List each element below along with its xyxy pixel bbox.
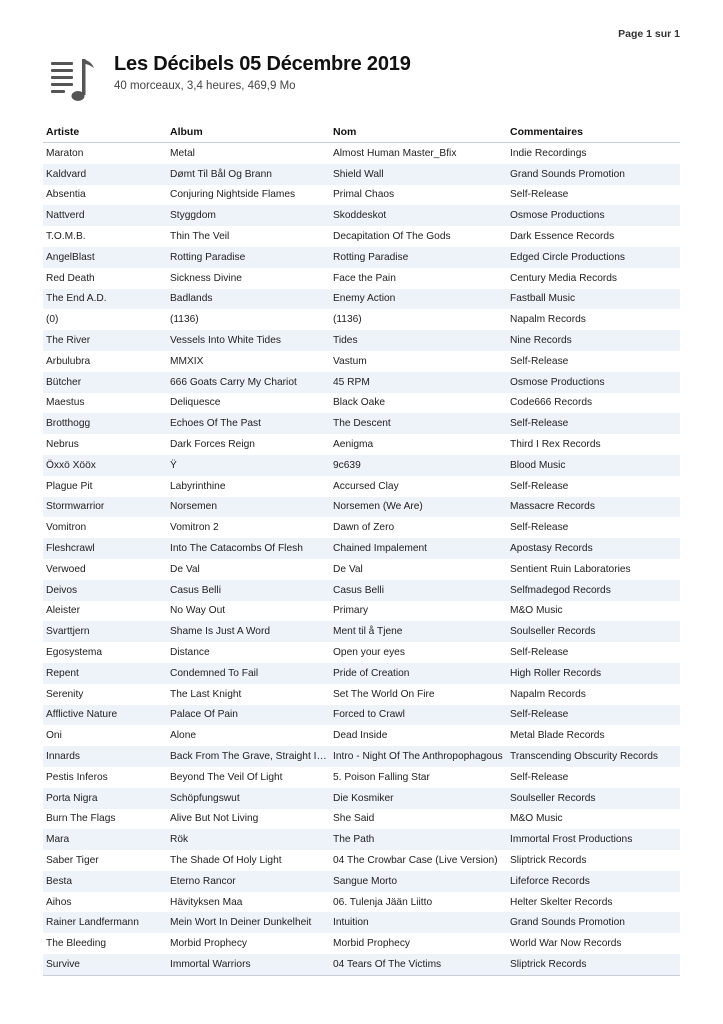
cell-name: Forced to Crawl bbox=[330, 705, 507, 726]
table-row bbox=[43, 476, 680, 497]
cell-album: Vomitron 2 bbox=[170, 522, 219, 534]
cell-artist: Stormwarrior bbox=[43, 497, 167, 518]
cell-artist: Maraton bbox=[46, 147, 84, 159]
cell-artist: Besta bbox=[43, 871, 167, 892]
cell-comments: Grand Sounds Promotion bbox=[507, 912, 680, 933]
cell-comments: Blood Music bbox=[507, 455, 680, 476]
cell-album: Echoes Of The Past bbox=[167, 413, 330, 434]
cell-album: Back From The Grave, Straight I… bbox=[167, 746, 330, 767]
cell-artist: Innards bbox=[43, 746, 167, 767]
track-rows bbox=[43, 143, 680, 976]
cell-comments: Sliptrick Records bbox=[507, 954, 680, 975]
cell-comments: Nine Records bbox=[507, 330, 680, 351]
cell-name: 04 The Crowbar Case (Live Version) bbox=[333, 854, 498, 866]
cell-album: Casus Belli bbox=[167, 580, 330, 601]
cell-album: Rök bbox=[167, 829, 330, 850]
cell-comments: Self-Release bbox=[507, 705, 680, 726]
cell-artist: Öxxö Xööx bbox=[43, 455, 167, 476]
cell-name: Black Oake bbox=[333, 397, 386, 409]
cell-artist: Pestis Inferos bbox=[46, 771, 108, 783]
cell-album: Immortal Warriors bbox=[167, 954, 330, 975]
cell-comments: Lifeforce Records bbox=[507, 871, 680, 892]
table-row bbox=[43, 601, 680, 622]
cell-artist: Arbulubra bbox=[46, 355, 91, 367]
table-row bbox=[43, 185, 680, 206]
cell-comments: Napalm Records bbox=[510, 688, 586, 700]
cell-name: Intuition bbox=[330, 912, 507, 933]
table-row bbox=[43, 289, 680, 310]
cell-name: Vastum bbox=[333, 355, 367, 367]
cell-album: The Shade Of Holy Light bbox=[170, 854, 282, 866]
cell-album: Shame Is Just A Word bbox=[167, 621, 330, 642]
cell-name: De Val bbox=[333, 563, 363, 575]
table-row bbox=[43, 746, 680, 767]
cell-name: Die Kosmiker bbox=[330, 788, 507, 809]
cell-name: 04 Tears Of The Victims bbox=[330, 954, 507, 975]
cell-comments: Metal Blade Records bbox=[510, 730, 605, 742]
cell-comments: M&O Music bbox=[510, 813, 563, 825]
cell-comments: Self-Release bbox=[510, 189, 569, 201]
cell-comments: High Roller Records bbox=[507, 663, 680, 684]
page-number: Page 1 sur 1 bbox=[618, 28, 680, 40]
cell-artist: Absentia bbox=[46, 189, 86, 201]
cell-name: Tides bbox=[330, 330, 507, 351]
cell-comments: M&O Music bbox=[510, 605, 563, 617]
header-text bbox=[114, 52, 411, 92]
table-row bbox=[43, 912, 680, 933]
table-row bbox=[43, 871, 680, 892]
cell-album: Distance bbox=[170, 647, 210, 659]
cell-album: Rotting Paradise bbox=[167, 247, 330, 268]
playlist-music-icon bbox=[48, 54, 98, 104]
cell-album: Dark Forces Reign bbox=[170, 439, 255, 451]
table-row bbox=[43, 559, 680, 580]
cell-artist: Egosystema bbox=[46, 647, 103, 659]
cell-name: Accursed Clay bbox=[333, 480, 399, 492]
cell-name: (1136) bbox=[333, 314, 362, 326]
cell-name: 9c639 bbox=[330, 455, 507, 476]
table-row bbox=[43, 809, 680, 830]
cell-artist: Vomitron bbox=[46, 522, 87, 534]
cell-name: Morbid Prophecy bbox=[333, 938, 411, 950]
cell-artist: Porta Nigra bbox=[43, 788, 167, 809]
table-row bbox=[43, 580, 680, 601]
cell-artist: Bütcher bbox=[43, 372, 167, 393]
column-header-album: Album bbox=[167, 122, 330, 143]
cell-name: Aenigma bbox=[333, 439, 374, 451]
cell-album: Into The Catacombs Of Flesh bbox=[167, 538, 330, 559]
cell-comments: World War Now Records bbox=[510, 938, 622, 950]
cell-artist: Repent bbox=[43, 663, 167, 684]
table-row bbox=[43, 309, 680, 330]
cell-name: Enemy Action bbox=[330, 289, 507, 310]
cell-name: 06. Tulenja Jään Liitto bbox=[333, 896, 433, 908]
cell-album: Beyond The Veil Of Light bbox=[170, 771, 283, 783]
cell-name: Intro - Night Of The Anthropophagous bbox=[330, 746, 507, 767]
table-row bbox=[43, 892, 680, 913]
cell-name: 5. Poison Falling Star bbox=[333, 771, 430, 783]
playlist-title: Les Décibels 05 Décembre 2019 bbox=[114, 53, 411, 75]
table-row bbox=[43, 226, 680, 247]
column-header-name: Nom bbox=[330, 122, 507, 143]
cell-album: Morbid Prophecy bbox=[170, 938, 248, 950]
cell-album: No Way Out bbox=[170, 605, 226, 617]
cell-album: Metal bbox=[170, 147, 195, 159]
cell-name: She Said bbox=[333, 813, 375, 825]
cell-comments: Self-Release bbox=[510, 771, 569, 783]
column-header-comments: Commentaires bbox=[507, 122, 680, 143]
cell-album: Sickness Divine bbox=[170, 272, 242, 284]
cell-artist: Burn The Flags bbox=[46, 813, 116, 825]
cell-album: Labyrinthine bbox=[170, 480, 226, 492]
cell-name: The Descent bbox=[330, 413, 507, 434]
table-row bbox=[43, 205, 680, 226]
cell-album: Styggdom bbox=[167, 205, 330, 226]
cell-artist: Kaldvard bbox=[43, 164, 167, 185]
cell-artist: Afflictive Nature bbox=[43, 705, 167, 726]
cell-artist: Nebrus bbox=[46, 439, 79, 451]
table-row bbox=[43, 621, 680, 642]
cell-comments: Self-Release bbox=[510, 522, 569, 534]
table-row bbox=[43, 351, 680, 372]
table-row bbox=[43, 372, 680, 393]
cell-comments: Sentient Ruin Laboratories bbox=[510, 563, 631, 575]
cell-artist: Saber Tiger bbox=[46, 854, 99, 866]
cell-comments: Self-Release bbox=[510, 647, 569, 659]
cell-name: Chained Impalement bbox=[330, 538, 507, 559]
cell-name: Sangue Morto bbox=[330, 871, 507, 892]
table-row bbox=[43, 705, 680, 726]
table-row bbox=[43, 393, 680, 414]
table-row bbox=[43, 684, 680, 705]
cell-comments: Soulseller Records bbox=[507, 788, 680, 809]
cell-comments: Soulseller Records bbox=[507, 621, 680, 642]
cell-comments: Apostasy Records bbox=[507, 538, 680, 559]
cell-album: Conjuring Nightside Flames bbox=[170, 189, 296, 201]
cell-name: Pride of Creation bbox=[330, 663, 507, 684]
cell-name: The Path bbox=[330, 829, 507, 850]
table-row bbox=[43, 767, 680, 788]
cell-album: The Last Knight bbox=[170, 688, 242, 700]
table-row bbox=[43, 247, 680, 268]
cell-comments: Third I Rex Records bbox=[510, 439, 601, 451]
cell-album: Palace Of Pain bbox=[167, 705, 330, 726]
table-row bbox=[43, 850, 680, 871]
cell-artist: (0) bbox=[46, 314, 59, 326]
cell-artist: AngelBlast bbox=[43, 247, 167, 268]
cell-name: Primal Chaos bbox=[333, 189, 395, 201]
cell-name: Decapitation Of The Gods bbox=[333, 231, 451, 243]
table-row bbox=[43, 164, 680, 185]
cell-name: Almost Human Master_Bfix bbox=[333, 147, 457, 159]
cell-artist: T.O.M.B. bbox=[46, 231, 86, 243]
cell-name: Skoddeskot bbox=[330, 205, 507, 226]
cell-album: Alive But Not Living bbox=[170, 813, 259, 825]
playlist-summary: 40 morceaux, 3,4 heures, 469,9 Mo bbox=[114, 80, 296, 92]
cell-name: Open your eyes bbox=[333, 647, 405, 659]
cell-name: Set The World On Fire bbox=[333, 688, 435, 700]
cell-album: Deliquesce bbox=[170, 397, 221, 409]
cell-album: Badlands bbox=[167, 289, 330, 310]
cell-name: Dead Inside bbox=[333, 730, 388, 742]
table-row bbox=[43, 330, 680, 351]
cell-artist: Deivos bbox=[43, 580, 167, 601]
cell-name: Rotting Paradise bbox=[330, 247, 507, 268]
cell-album: 666 Goats Carry My Chariot bbox=[167, 372, 330, 393]
table-row bbox=[43, 268, 680, 289]
cell-name: Casus Belli bbox=[330, 580, 507, 601]
table-row bbox=[43, 434, 680, 455]
cell-comments: Massacre Records bbox=[507, 497, 680, 518]
table-row bbox=[43, 143, 680, 164]
table-row bbox=[43, 829, 680, 850]
cell-comments: Napalm Records bbox=[510, 314, 586, 326]
cell-artist: Rainer Landfermann bbox=[43, 912, 167, 933]
cell-album: Ÿ bbox=[167, 455, 330, 476]
cell-artist: Fleshcrawl bbox=[43, 538, 167, 559]
cell-artist: The End A.D. bbox=[43, 289, 167, 310]
table-row bbox=[43, 497, 680, 518]
cell-artist: Oni bbox=[46, 730, 62, 742]
cell-comments: Fastball Music bbox=[507, 289, 680, 310]
cell-name: Primary bbox=[333, 605, 369, 617]
cell-comments: Osmose Productions bbox=[507, 205, 680, 226]
cell-album: MMXIX bbox=[170, 355, 204, 367]
cell-album: (1136) bbox=[170, 314, 199, 326]
cell-artist: Serenity bbox=[46, 688, 84, 700]
cell-artist: Nattverd bbox=[43, 205, 167, 226]
table-row bbox=[43, 663, 680, 684]
table-row bbox=[43, 455, 680, 476]
cell-album: Mein Wort In Deiner Dunkelheit bbox=[167, 912, 330, 933]
playlist-header bbox=[48, 52, 411, 104]
cell-artist: Aleister bbox=[46, 605, 80, 617]
cell-comments: Self-Release bbox=[507, 413, 680, 434]
cell-comments: Edged Circle Productions bbox=[507, 247, 680, 268]
cell-album: Condemned To Fail bbox=[167, 663, 330, 684]
cell-name: Face the Pain bbox=[333, 272, 396, 284]
cell-artist: Maestus bbox=[46, 397, 85, 409]
track-table bbox=[43, 122, 680, 976]
table-row bbox=[43, 538, 680, 559]
cell-comments: Immortal Frost Productions bbox=[507, 829, 680, 850]
cell-artist: The River bbox=[43, 330, 167, 351]
cell-artist: Mara bbox=[43, 829, 167, 850]
cell-album: Hävityksen Maa bbox=[170, 896, 243, 908]
cell-album: Vessels Into White Tides bbox=[167, 330, 330, 351]
table-row bbox=[43, 954, 680, 975]
cell-album: Alone bbox=[170, 730, 197, 742]
cell-comments: Transcending Obscurity Records bbox=[507, 746, 680, 767]
cell-comments: Dark Essence Records bbox=[510, 231, 615, 243]
table-row bbox=[43, 517, 680, 538]
cell-artist: Verwoed bbox=[46, 563, 86, 575]
cell-name: 45 RPM bbox=[330, 372, 507, 393]
cell-artist: The Bleeding bbox=[46, 938, 107, 950]
cell-artist: Aihos bbox=[46, 896, 72, 908]
cell-name: Dawn of Zero bbox=[333, 522, 395, 534]
table-row bbox=[43, 788, 680, 809]
cell-comments: Self-Release bbox=[510, 355, 569, 367]
cell-comments: Self-Release bbox=[510, 480, 569, 492]
cell-album: Dømt Til Bål Og Brann bbox=[167, 164, 330, 185]
cell-comments: Selfmadegod Records bbox=[507, 580, 680, 601]
cell-comments: Helter Skelter Records bbox=[510, 896, 613, 908]
table-header-row bbox=[43, 122, 680, 143]
cell-comments: Indie Recordings bbox=[510, 147, 587, 159]
cell-comments: Sliptrick Records bbox=[510, 854, 587, 866]
cell-comments: Grand Sounds Promotion bbox=[507, 164, 680, 185]
table-row bbox=[43, 725, 680, 746]
cell-comments: Osmose Productions bbox=[507, 372, 680, 393]
cell-album: Norsemen bbox=[167, 497, 330, 518]
table-row bbox=[43, 642, 680, 663]
cell-comments: Code666 Records bbox=[510, 397, 593, 409]
table-row bbox=[43, 413, 680, 434]
cell-name: Ment til å Tjene bbox=[330, 621, 507, 642]
cell-artist: Red Death bbox=[46, 272, 95, 284]
cell-name: Shield Wall bbox=[330, 164, 507, 185]
cell-album: De Val bbox=[170, 563, 200, 575]
cell-name: Norsemen (We Are) bbox=[330, 497, 507, 518]
cell-artist: Survive bbox=[43, 954, 167, 975]
cell-album: Schöpfungswut bbox=[167, 788, 330, 809]
table-row bbox=[43, 933, 680, 954]
cell-artist: Svarttjern bbox=[43, 621, 167, 642]
cell-artist: Plague Pit bbox=[46, 480, 93, 492]
cell-album: Eterno Rancor bbox=[167, 871, 330, 892]
cell-artist: Brotthogg bbox=[43, 413, 167, 434]
column-header-artist: Artiste bbox=[43, 122, 167, 143]
cell-comments: Century Media Records bbox=[510, 272, 618, 284]
cell-album: Thin The Veil bbox=[170, 231, 230, 243]
